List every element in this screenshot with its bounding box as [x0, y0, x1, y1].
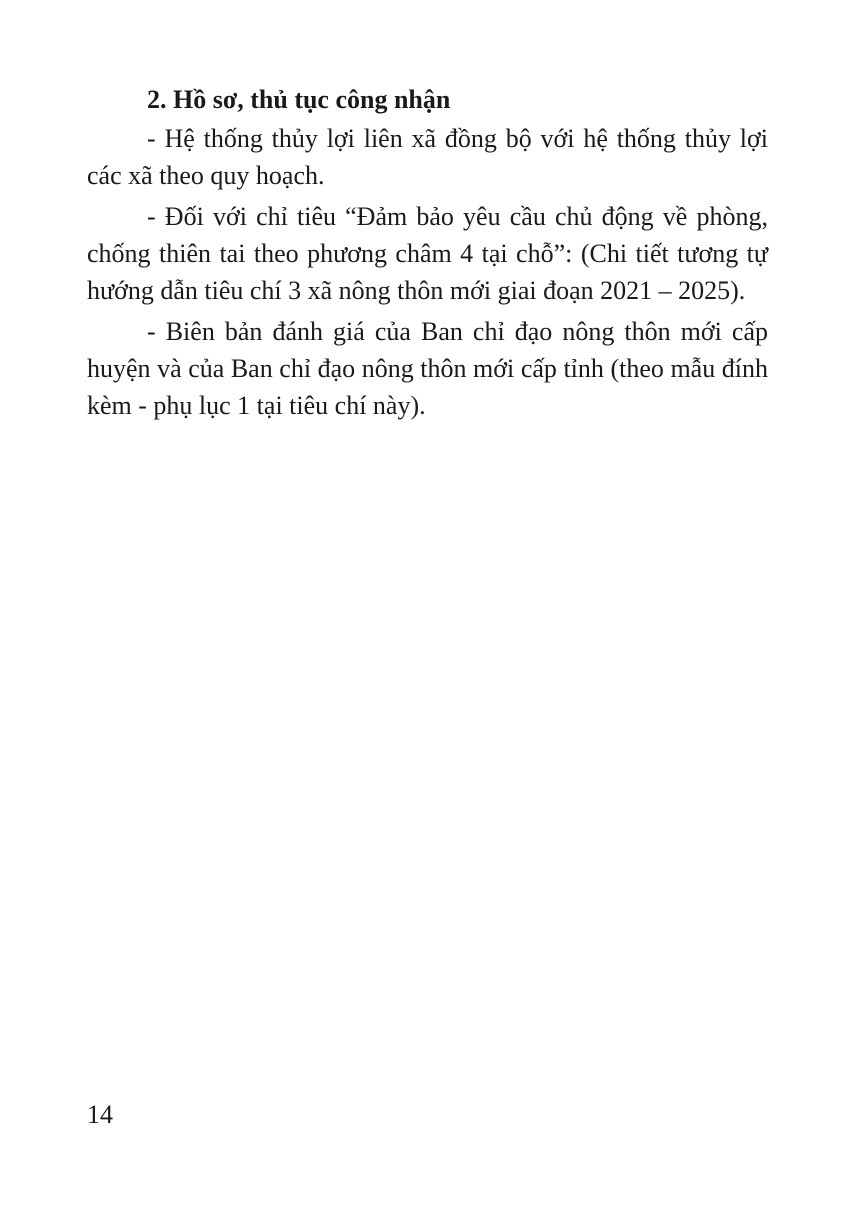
page-number: 14: [87, 1100, 113, 1129]
paragraph-irrigation-system: - Hệ thống thủy lợi liên xã đồng bộ với hệ thống thủy lợi các xã theo quy hoạch.: [87, 124, 768, 190]
paragraph-evaluation-record: - Biên bản đánh giá của Ban chỉ đạo nông thôn mới cấp huyện và của Ban chỉ đạo nông thôn mới cấp tỉnh (theo mẫu đính kèm - phụ lục 1 tại tiêu chí này).: [87, 317, 768, 420]
paragraph-disaster-prevention: - Đối với chỉ tiêu “Đảm bảo yêu cầu chủ động về phòng, chống thiên tai theo phương châm 4 tại chỗ”: (Chi tiết tương tự hướng dẫn tiêu chí 3 xã nông thôn mới giai đoạn 2021 – 2025).: [87, 202, 768, 305]
page-content: [87, 80, 768, 428]
section-heading: 2. Hồ sơ, thủ tục công nhận: [147, 85, 451, 114]
